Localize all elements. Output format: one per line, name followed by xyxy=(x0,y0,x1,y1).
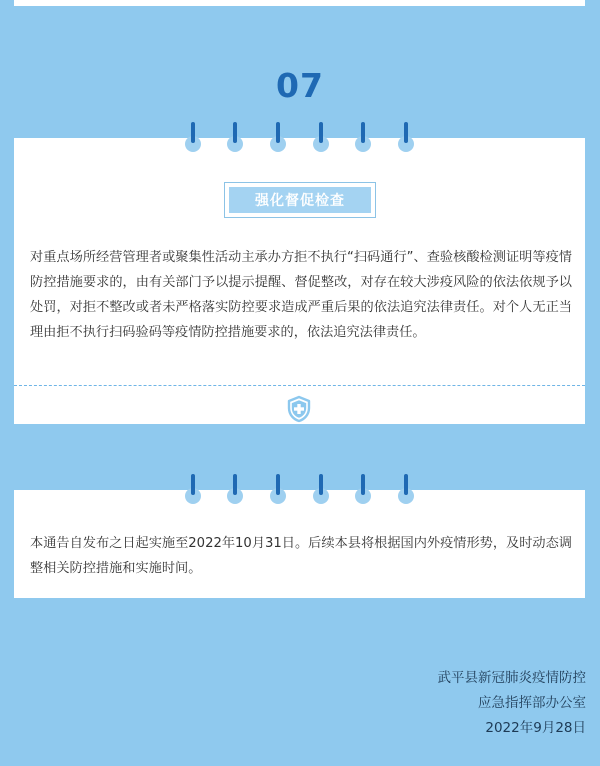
section-title-box xyxy=(224,182,376,218)
signature-org-line-2: 应急指挥部办公室 xyxy=(478,695,586,711)
signature-date: 2022年9月28日 xyxy=(485,720,586,736)
binder-ring-icon xyxy=(312,470,330,510)
binder-rings xyxy=(0,118,600,158)
top-card-edge xyxy=(14,0,585,6)
shield-medical-cross-icon xyxy=(285,395,313,423)
binder-ring-icon xyxy=(226,118,244,158)
binder-ring-icon xyxy=(354,118,372,158)
section-body-text: 对重点场所经营管理者或聚集性活动主承办方拒不执行“扫码通行”、查验核酸检测证明等疫情防控措施要求的，由有关部门予以提示提醒、督促整改，对存在较大涉疫风险的依法依规予以处罚，对拒不整改或者未严格落实防控要求造成严重后果的依法追究法律责任。对个人无正当理由拒不执行扫码验码等疫情防控措施要求的，依法追究法律责任。 xyxy=(30,250,572,340)
section-title: 强化督促检查 xyxy=(229,187,371,213)
binder-ring-icon xyxy=(226,470,244,510)
binder-ring-icon xyxy=(397,470,415,510)
binder-ring-icon xyxy=(312,118,330,158)
signature-block xyxy=(438,666,587,741)
binder-ring-icon xyxy=(354,470,372,510)
binder-ring-icon xyxy=(269,470,287,510)
binder-ring-icon xyxy=(397,118,415,158)
closing-body-text: 本通告自发布之日起实施至2022年10月31日。后续本县将根据国内外疫情形势，及时动态调整相关防控措施和实施时间。 xyxy=(30,536,572,576)
binder-ring-icon xyxy=(269,118,287,158)
binder-ring-icon xyxy=(184,470,202,510)
section-number: 07 xyxy=(276,66,324,105)
binder-rings xyxy=(0,470,600,510)
binder-ring-icon xyxy=(184,118,202,158)
dashed-divider xyxy=(14,385,585,386)
signature-org-line-1: 武平县新冠肺炎疫情防控 xyxy=(437,670,586,686)
